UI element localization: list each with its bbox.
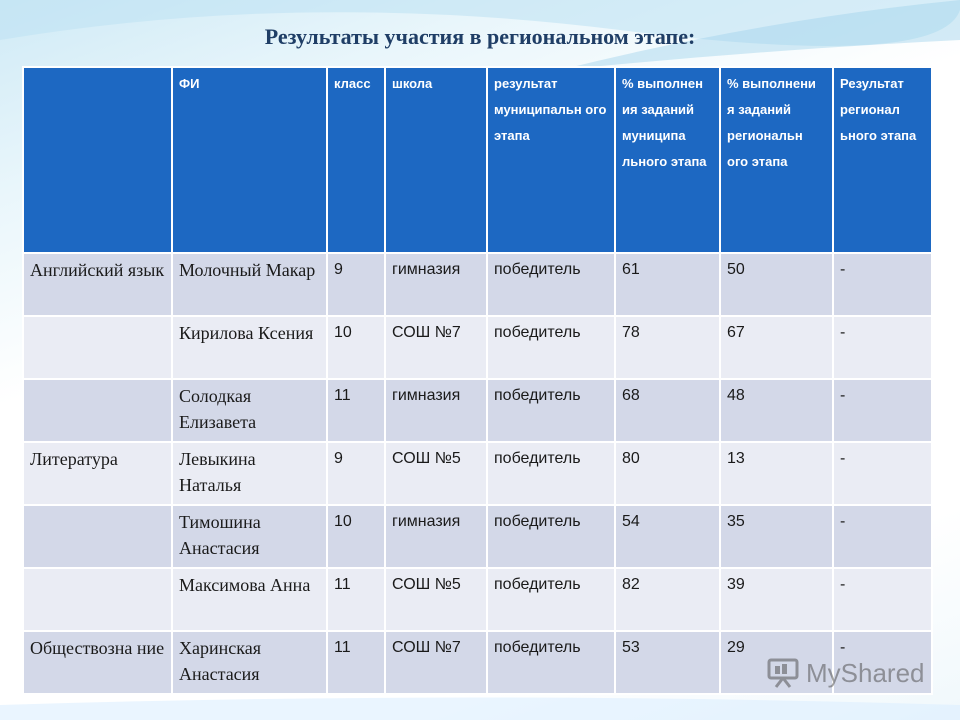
cell-subject: Обществозна ние [23,631,172,694]
cell-subject: Английский язык [23,253,172,316]
cell-subject [23,316,172,379]
header-regional-result: Результат регионал ьного этапа [833,67,932,253]
cell-municipal-percent: 80 [615,442,720,505]
cell-name: Левыкина Наталья [172,442,327,505]
cell-grade: 9 [327,442,385,505]
cell-regional-percent: 39 [720,568,833,631]
cell-school: гимназия [385,505,487,568]
table-row [23,442,932,505]
results-table [22,66,933,695]
cell-regional-result: - [833,379,932,442]
header-grade: класс [327,67,385,253]
cell-regional-percent: 29 [720,631,833,694]
watermark-text: MyShared [806,658,925,688]
table-header-row [23,67,932,253]
cell-regional-result: - [833,568,932,631]
header-municipal-percent: % выполнен ия заданий муниципа льного этапа [615,67,720,253]
cell-regional-percent: 50 [720,253,833,316]
cell-municipal-result: победитель [487,505,615,568]
cell-municipal-percent: 54 [615,505,720,568]
cell-name: Молочный Макар [172,253,327,316]
table-row [23,568,932,631]
cell-name: Тимошина Анастасия [172,505,327,568]
cell-municipal-percent: 68 [615,379,720,442]
cell-grade: 10 [327,505,385,568]
cell-municipal-result: победитель [487,316,615,379]
header-subject [23,67,172,253]
presentation-icon [766,656,800,690]
cell-subject [23,568,172,631]
cell-school: СОШ №7 [385,316,487,379]
cell-name: Максимова Анна [172,568,327,631]
cell-municipal-result: победитель [487,379,615,442]
cell-school: гимназия [385,253,487,316]
cell-grade: 11 [327,568,385,631]
cell-regional-result: - [833,253,932,316]
cell-municipal-result: победитель [487,631,615,694]
table-row [23,253,932,316]
cell-regional-percent: 48 [720,379,833,442]
header-school: школа [385,67,487,253]
cell-municipal-percent: 61 [615,253,720,316]
cell-regional-result: - [833,631,932,694]
header-name: ФИ [172,67,327,253]
header-municipal-result: результат муниципальн ого этапа [487,67,615,253]
cell-grade: 9 [327,253,385,316]
watermark[interactable] [766,656,926,692]
cell-municipal-percent: 78 [615,316,720,379]
cell-subject [23,505,172,568]
cell-regional-percent: 13 [720,442,833,505]
slide-title: Результаты участия в региональном этапе: [264,24,696,49]
cell-regional-percent: 67 [720,316,833,379]
cell-municipal-percent: 53 [615,631,720,694]
cell-regional-result: - [833,505,932,568]
table-row [23,379,932,442]
cell-regional-result: - [833,442,932,505]
cell-school: СОШ №5 [385,568,487,631]
cell-regional-percent: 35 [720,505,833,568]
cell-subject [23,379,172,442]
cell-subject: Литература [23,442,172,505]
cell-name: Харинская Анастасия [172,631,327,694]
header-regional-percent: % выполнени я заданий региональн ого этапа [720,67,833,253]
table-row [23,505,932,568]
cell-grade: 11 [327,631,385,694]
cell-grade: 10 [327,316,385,379]
cell-municipal-percent: 82 [615,568,720,631]
cell-school: СОШ №5 [385,442,487,505]
cell-municipal-result: победитель [487,568,615,631]
cell-municipal-result: победитель [487,253,615,316]
cell-school: гимназия [385,379,487,442]
cell-municipal-result: победитель [487,442,615,505]
cell-name: Кирилова Ксения [172,316,327,379]
cell-grade: 11 [327,379,385,442]
table-row [23,316,932,379]
cell-school: СОШ №7 [385,631,487,694]
cell-name: Солодкая Елизавета [172,379,327,442]
cell-regional-result: - [833,316,932,379]
